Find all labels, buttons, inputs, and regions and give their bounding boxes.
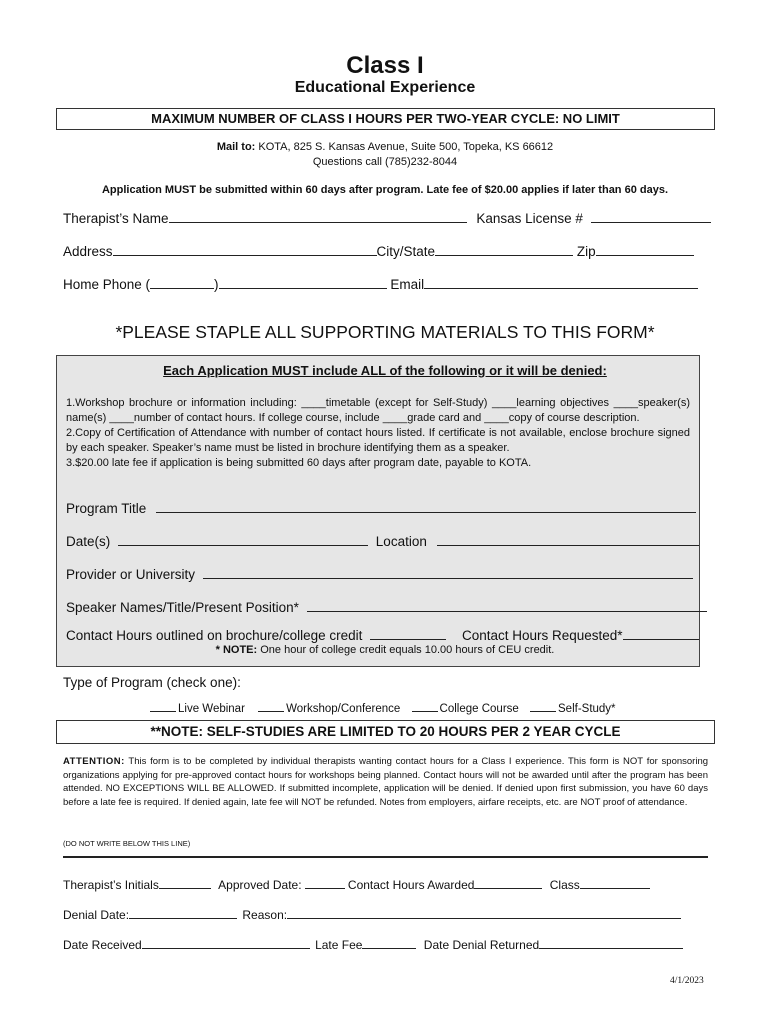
dates-field[interactable] [118, 533, 368, 546]
approved-date-label: Approved Date: [218, 878, 302, 892]
live-webinar-checkbox[interactable] [150, 700, 176, 712]
contact-hours-row [66, 627, 699, 643]
hours-awarded-field[interactable] [474, 876, 542, 889]
office-row-3 [63, 936, 683, 952]
reason-label: Reason: [242, 908, 288, 922]
speakers-field[interactable] [307, 599, 707, 612]
workshop-checkbox[interactable] [258, 700, 284, 712]
late-fee-label: Late Fee [315, 938, 363, 952]
attention-paragraph [63, 755, 708, 809]
option-college-course[interactable] [412, 703, 519, 715]
program-type-options [150, 700, 616, 715]
phone-email-row [63, 276, 698, 292]
denial-date-field[interactable] [129, 906, 237, 919]
phone-label: Home Phone ( [63, 277, 151, 292]
email-label: Email [390, 277, 425, 292]
denial-date-label: Denial Date: [63, 908, 130, 922]
revision-date: 4/1/2023 [670, 976, 704, 986]
location-label: Location [375, 534, 427, 549]
mail-to-address: KOTA, 825 S. Kansas Avenue, Suite 500, Topeka, KS 66612 [258, 141, 554, 153]
self-study-note: **NOTE: SELF-STUDIES ARE LIMITED TO 20 HOURS PER 2 YEAR CYCLE [56, 720, 715, 744]
ceu-note-label: * NOTE: [215, 644, 258, 656]
class-label: Class [549, 878, 580, 892]
requirement-item-2: 2.Copy of Certification of Attendance with number of contact hours listed. If certificate is not available, enclose brochure signed by each speaker. Speaker’s name must be listed in brochure identifying them as a speaker. [66, 427, 690, 454]
reason-field[interactable] [287, 906, 681, 919]
initials-field[interactable] [159, 876, 211, 889]
hours-awarded-label: Contact Hours Awarded [347, 878, 475, 892]
office-use-divider [63, 856, 708, 858]
requirement-item-3: 3.$20.00 late fee if application is being submitted 60 days after program date, payable to KOTA. [66, 457, 532, 469]
attention-text: This form is to be completed by individual therapists wanting contact hours for a Class I experience. This form is NOT for sponsoring organizations applying for pre-approved contact hours for workshops being planned. Contact hours will not be awarded until after the program has been attended. NO EXCEPTIONS WILL BE ALLOWED. If submitted incomplete, application will be denied. If denied upon first submission, you have 60 days before a late fee is required. If denied again, late fee will NOT be refunded. Notes from employers, airfare receipts, etc. are NOT proof of attendance. [63, 756, 709, 808]
location-field[interactable] [437, 533, 699, 546]
address-label: Address [63, 244, 113, 259]
college-course-checkbox[interactable] [412, 700, 438, 712]
license-label: Kansas License # [476, 211, 583, 226]
do-not-write-note: (DO NOT WRITE BELOW THIS LINE) [63, 839, 191, 848]
office-row-1 [63, 876, 650, 892]
address-row [63, 243, 694, 259]
attention-label: ATTENTION: [63, 756, 125, 767]
phone-field[interactable] [219, 276, 387, 289]
contact-hours-requested-label: Contact Hours Requested* [461, 628, 623, 643]
phone-area-code-field[interactable] [150, 276, 214, 289]
mail-to-line [0, 141, 770, 153]
contact-hours-field[interactable] [370, 627, 446, 640]
address-field[interactable] [113, 243, 377, 256]
form-subtitle: Educational Experience [294, 79, 476, 96]
program-type-label: Type of Program (check one): [63, 675, 241, 690]
date-received-field[interactable] [142, 936, 310, 949]
late-fee-field[interactable] [362, 936, 416, 949]
email-field[interactable] [424, 276, 698, 289]
phone-close: ) [214, 277, 219, 292]
workshop-label: Workshop/Conference [286, 703, 401, 715]
approved-date-field[interactable] [305, 876, 345, 889]
college-course-label: College Course [439, 703, 519, 715]
questions-phone: Questions call (785)232-8044 [312, 156, 458, 168]
form-title [0, 52, 770, 80]
form-title-text: Class I [346, 52, 424, 79]
therapist-name-label: Therapist’s Name [63, 211, 169, 226]
staple-notice: *PLEASE STAPLE ALL SUPPORTING MATERIALS TO THIS FORM* [115, 322, 655, 342]
program-title-field[interactable] [156, 500, 696, 513]
mail-to-label: Mail to: [216, 141, 256, 153]
dates-location-row [66, 533, 699, 549]
live-webinar-label: Live Webinar [178, 703, 245, 715]
dates-label: Date(s) [66, 534, 111, 549]
city-state-label: City/State [376, 244, 436, 259]
provider-row [66, 566, 693, 582]
therapist-name-row [63, 210, 711, 226]
denial-returned-field[interactable] [539, 936, 683, 949]
zip-label: Zip [576, 244, 596, 259]
deadline-notice: Application MUST be submitted within 60 days after program. Late fee of $20.00 applies if later than 60 days. [101, 184, 669, 196]
requirements-heading: Each Application MUST include ALL of the following or it will be denied: [163, 363, 607, 378]
city-state-field[interactable] [435, 243, 573, 256]
class-field[interactable] [580, 876, 650, 889]
license-field[interactable] [591, 210, 711, 223]
speakers-row [66, 599, 707, 615]
ceu-note-text: One hour of college credit equals 10.00 hours of CEU credit. [260, 644, 555, 656]
option-workshop[interactable] [258, 703, 400, 715]
date-received-label: Date Received [63, 938, 142, 952]
contact-hours-requested-field[interactable] [623, 627, 699, 640]
self-study-label: Self-Study* [558, 703, 616, 715]
provider-field[interactable] [203, 566, 693, 579]
office-row-2 [63, 906, 681, 922]
speakers-label: Speaker Names/Title/Present Position* [66, 600, 299, 615]
initials-label: Therapist’s Initials [63, 878, 159, 892]
requirements-list [66, 396, 690, 471]
contact-hours-label: Contact Hours outlined on brochure/college credit [66, 628, 363, 643]
requirement-item-1: 1.Workshop brochure or information including: ____timetable (except for Self-Study) ____learning objectives ____speaker(s) name(s) ____number of contact hours. If college course, include ____grade card and ____copy of course description. [66, 397, 690, 424]
option-self-study[interactable] [530, 703, 616, 715]
program-title-row [66, 500, 696, 516]
ceu-note [0, 644, 770, 656]
self-study-checkbox[interactable] [530, 700, 556, 712]
program-title-label: Program Title [66, 501, 147, 516]
denial-returned-label: Date Denial Returned [423, 938, 540, 952]
provider-label: Provider or University [66, 567, 196, 582]
therapist-name-field[interactable] [169, 210, 467, 223]
zip-field[interactable] [596, 243, 694, 256]
max-hours-banner: MAXIMUM NUMBER OF CLASS I HOURS PER TWO-YEAR CYCLE: NO LIMIT [56, 108, 715, 130]
option-live-webinar[interactable] [150, 703, 245, 715]
